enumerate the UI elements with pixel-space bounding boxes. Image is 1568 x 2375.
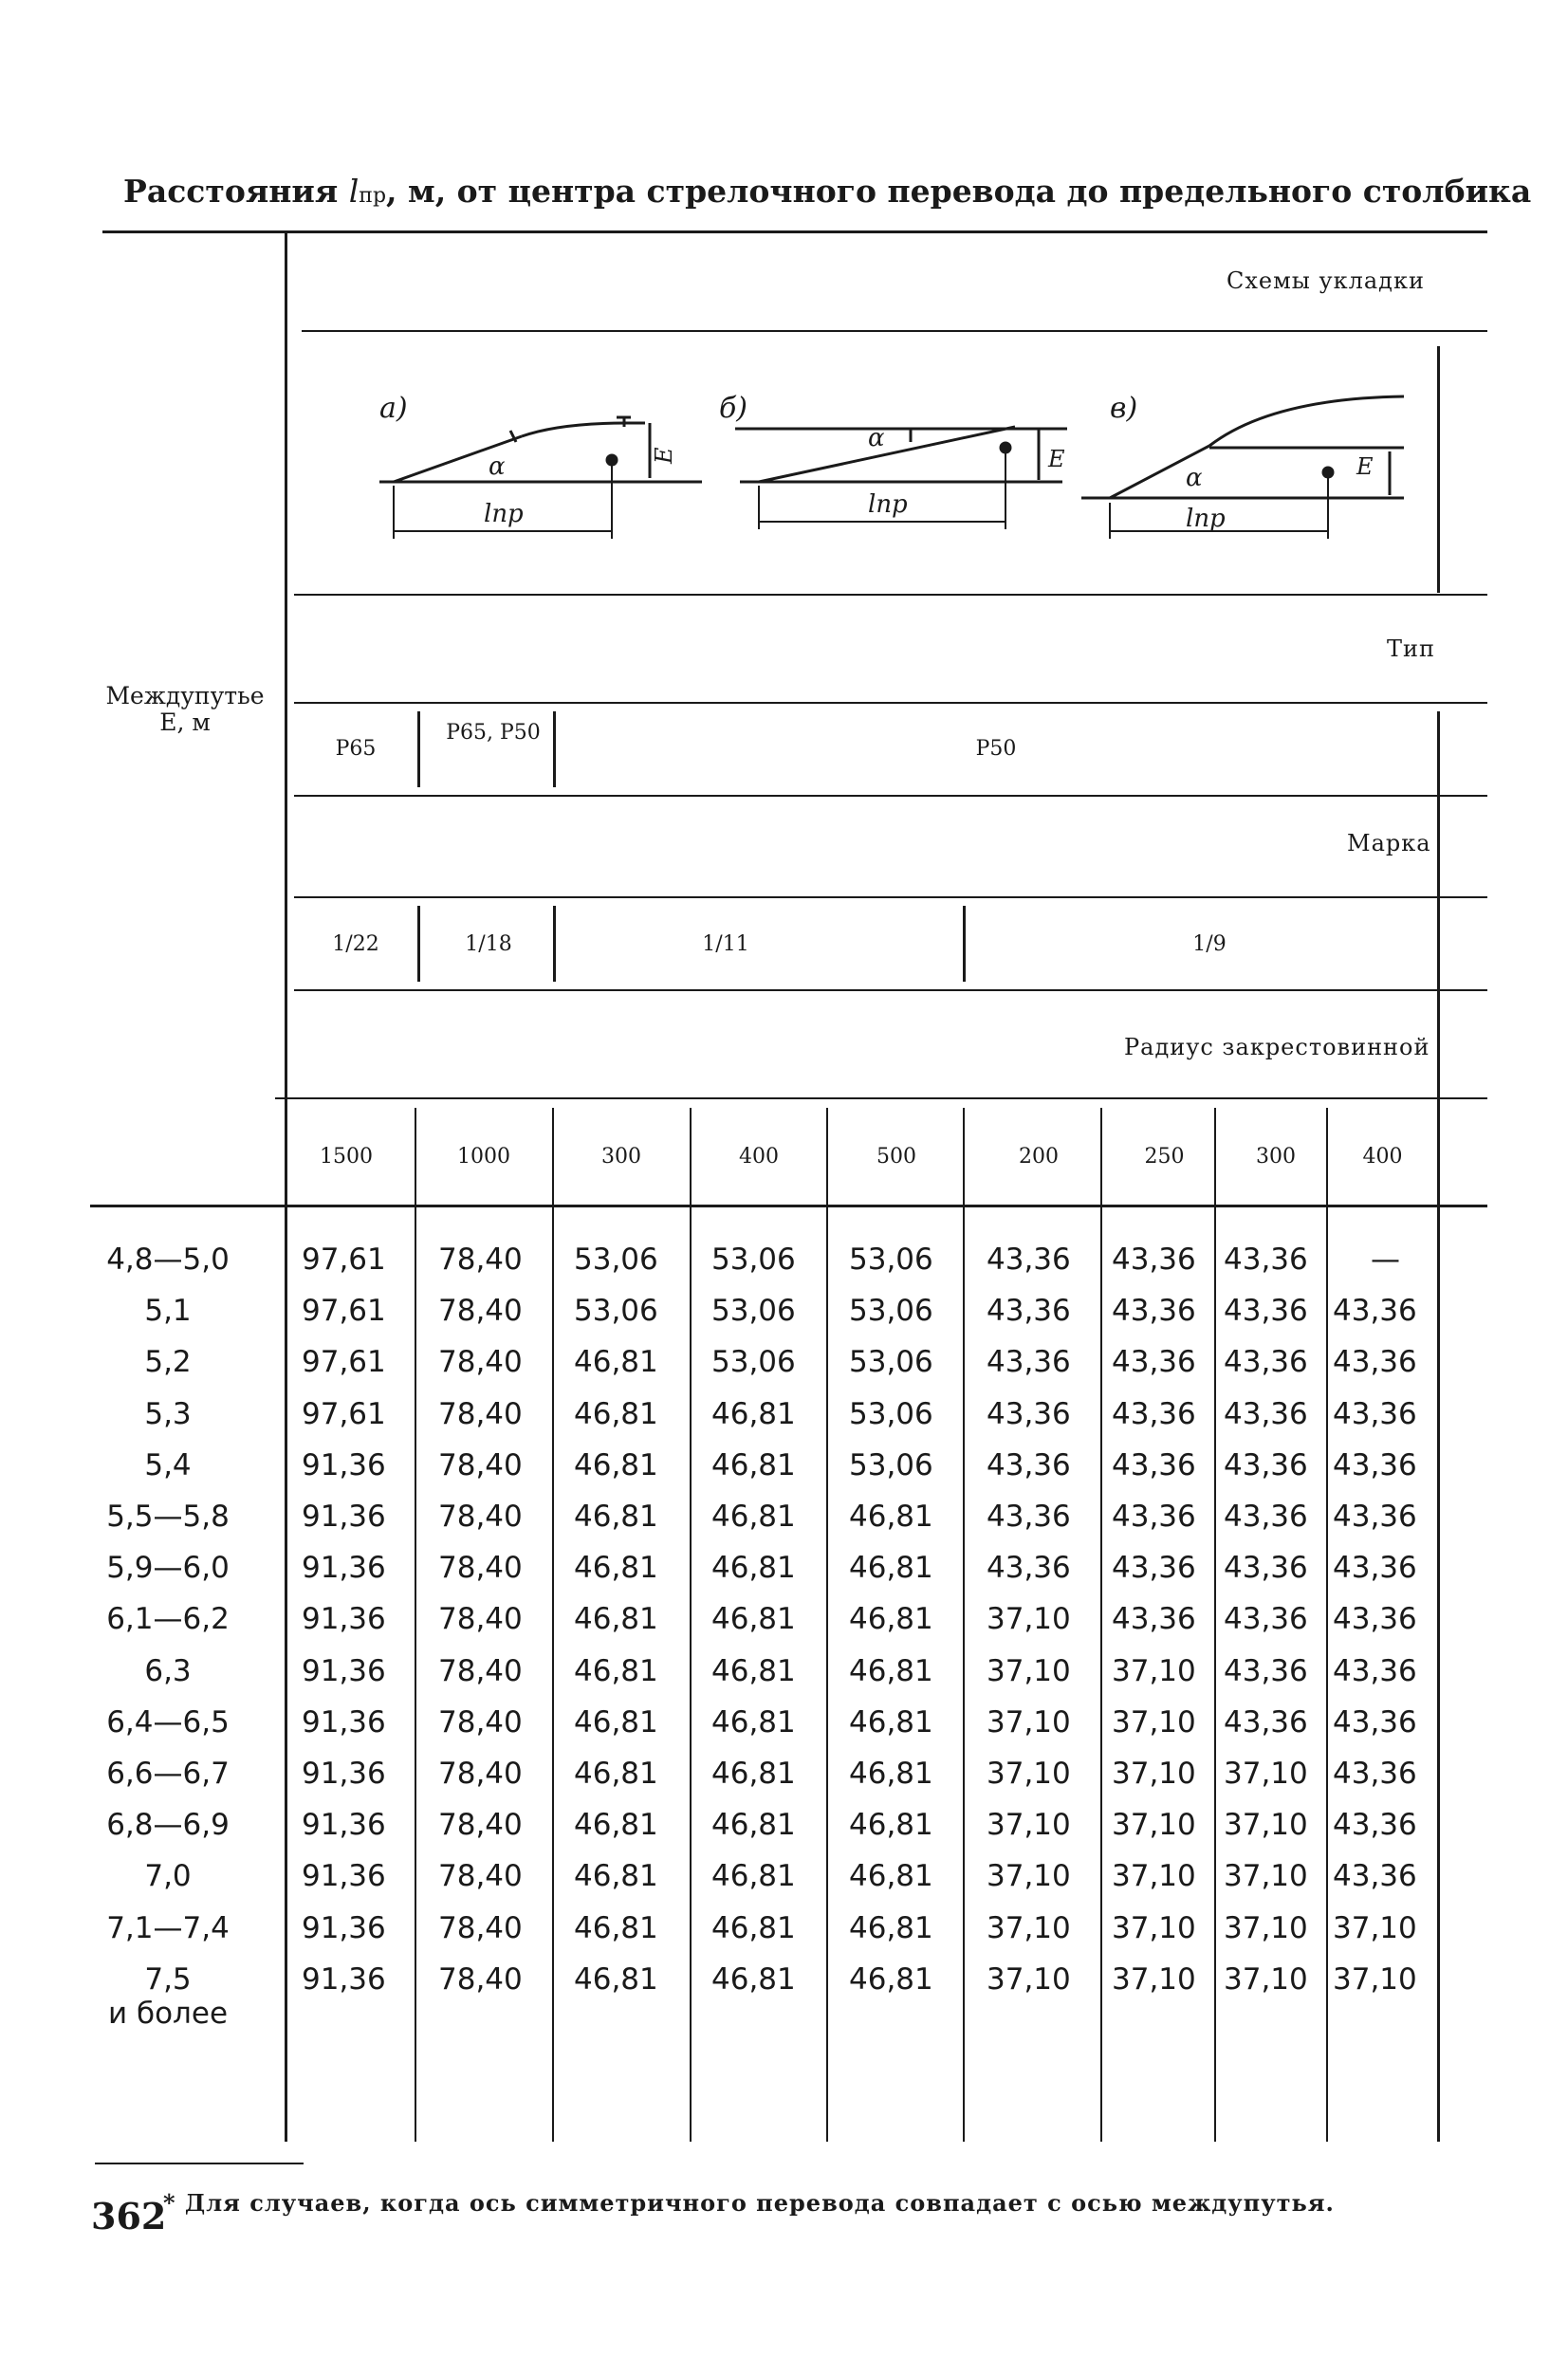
row-label: 5,4	[144, 1447, 192, 1482]
table-cell: 53,06	[849, 1243, 933, 1277]
table-cell: 53,06	[849, 1345, 933, 1380]
row-label: 5,2	[144, 1345, 192, 1380]
table-cell: 43,36	[1224, 1704, 1308, 1740]
title-suffix: , м, от центра стрелочного перевода до предельного столбика	[386, 173, 1532, 210]
table-cell: 46,81	[711, 1653, 796, 1688]
mark-1-9: 1/9	[1192, 932, 1227, 956]
page-number: 362	[91, 2195, 167, 2237]
table-cell: 37,10	[1224, 1859, 1308, 1894]
table-cell: 43,36	[987, 1447, 1071, 1482]
rule-schemes	[302, 330, 1487, 332]
table-cell: 43,36	[1112, 1396, 1196, 1431]
table-cell: 46,81	[711, 1859, 796, 1894]
table-cell: 78,40	[438, 1859, 523, 1894]
rule-after-type	[294, 795, 1487, 797]
table-cell: 78,40	[438, 1961, 523, 1997]
radius-500: 500	[876, 1145, 916, 1169]
table-cell: 91,36	[302, 1859, 386, 1894]
table-cell: 46,81	[574, 1396, 658, 1431]
type-p65-p50: Р65, Р50	[446, 721, 541, 745]
rule-radius	[275, 1097, 1487, 1099]
table-cell: 46,81	[574, 1757, 658, 1791]
mark-1-18: 1/18	[465, 932, 512, 956]
mark-1-11: 1/11	[702, 932, 749, 956]
table-cell: 37,10	[1112, 1961, 1196, 1997]
table-cell: 46,81	[849, 1602, 933, 1637]
table-cell: 91,36	[302, 1500, 386, 1534]
table-cell: 37,10	[1224, 1910, 1308, 1945]
table-cell: 37,10	[1112, 1808, 1196, 1843]
col-divider-4	[826, 1108, 828, 2142]
title-symbol: l	[348, 173, 360, 210]
radius-300-b: 300	[1256, 1145, 1296, 1169]
table-cell: 37,10	[987, 1859, 1071, 1894]
scheme-b-length: lпр	[868, 490, 908, 519]
table-cell: 91,36	[302, 1961, 386, 1997]
footnote-rule	[95, 2163, 304, 2164]
table-cell: 37,10	[1112, 1757, 1196, 1791]
table-cell: 46,81	[574, 1602, 658, 1637]
right-border-lower	[1437, 711, 1440, 2142]
table-cell: 53,06	[711, 1243, 796, 1277]
table-cell: 46,81	[849, 1551, 933, 1586]
table-cell: 78,40	[438, 1602, 523, 1637]
table-cell: 43,36	[1224, 1345, 1308, 1380]
table-cell: 43,36	[987, 1500, 1071, 1534]
table-cell: 37,10	[987, 1653, 1071, 1688]
row-label: 4,8—5,0	[106, 1243, 230, 1277]
caption-radius: Радиус закрестовинной	[1124, 1034, 1430, 1060]
radius-250: 250	[1144, 1145, 1185, 1169]
table-cell: 53,06	[711, 1294, 796, 1329]
col-divider-3	[690, 1108, 692, 2142]
mark-1-22: 1/22	[332, 932, 379, 956]
scheme-a-offset: E	[651, 447, 677, 464]
table-top-rule	[102, 230, 1487, 233]
table-cell: 78,40	[438, 1551, 523, 1586]
table-cell: 43,36	[1333, 1447, 1417, 1482]
mark-divider-2	[553, 906, 556, 982]
caption-mark: Марка	[1347, 830, 1431, 856]
table-cell: 53,06	[574, 1243, 658, 1277]
table-cell: 43,36	[1333, 1294, 1417, 1329]
table-cell: 46,81	[711, 1551, 796, 1586]
table-cell: 37,10	[987, 1808, 1071, 1843]
rule-header-bottom	[90, 1205, 1487, 1207]
table-cell: 46,81	[574, 1653, 658, 1688]
table-cell: 46,81	[574, 1345, 658, 1380]
col-divider-5	[963, 1108, 965, 2142]
table-cell: 43,36	[1112, 1551, 1196, 1586]
table-cell: 43,36	[1112, 1345, 1196, 1380]
table-cell: 43,36	[1112, 1447, 1196, 1482]
caption-schemes: Схемы укладки	[1227, 267, 1425, 294]
table-cell: 46,81	[849, 1653, 933, 1688]
table-cell: 43,36	[1224, 1602, 1308, 1637]
table-cell: 37,10	[987, 1961, 1071, 1997]
col-divider-7	[1214, 1108, 1216, 2142]
table-cell: 46,81	[849, 1961, 933, 1997]
stub-header: Междупутье E, м	[105, 682, 265, 736]
radius-300: 300	[601, 1145, 641, 1169]
table-cell: 37,10	[1224, 1808, 1308, 1843]
table-cell: 46,81	[574, 1859, 658, 1894]
table-cell: 53,06	[574, 1294, 658, 1329]
table-cell: 78,40	[438, 1757, 523, 1791]
table-cell: 46,81	[711, 1808, 796, 1843]
table-cell: 43,36	[1333, 1859, 1417, 1894]
table-cell: 43,36	[987, 1396, 1071, 1431]
mark-divider-1	[417, 906, 420, 982]
table-cell: 37,10	[1224, 1961, 1308, 1997]
row-label: 6,8—6,9	[106, 1808, 230, 1843]
table-cell: 78,40	[438, 1396, 523, 1431]
table-cell: 46,81	[849, 1500, 933, 1534]
rule-after-mark	[294, 989, 1487, 991]
table-cell: 43,36	[1333, 1653, 1417, 1688]
table-cell: 97,61	[302, 1345, 386, 1380]
table-cell: 43,36	[1224, 1447, 1308, 1482]
table-cell: 78,40	[438, 1500, 523, 1534]
table-cell: —	[1371, 1243, 1400, 1277]
title-prefix: Расстояния	[123, 173, 339, 210]
row-label: 7,5 и более	[107, 1961, 229, 2031]
table-cell: 43,36	[987, 1345, 1071, 1380]
table-cell: 46,81	[574, 1961, 658, 1997]
table-cell: 46,81	[711, 1704, 796, 1740]
row-label: 7,1—7,4	[106, 1910, 230, 1945]
table-cell: 78,40	[438, 1808, 523, 1843]
table-cell: 78,40	[438, 1345, 523, 1380]
table-cell: 37,10	[1333, 1961, 1417, 1997]
row-label: 5,3	[144, 1396, 192, 1431]
type-p50: Р50	[975, 737, 1017, 761]
table-cell: 91,36	[302, 1447, 386, 1482]
table-cell: 43,36	[1333, 1757, 1417, 1791]
scheme-a-length: lпр	[484, 500, 524, 528]
table-cell: 43,36	[1112, 1500, 1196, 1534]
table-cell: 46,81	[574, 1910, 658, 1945]
table-cell: 53,06	[849, 1294, 933, 1329]
table-cell: 91,36	[302, 1704, 386, 1740]
table-cell: 46,81	[574, 1704, 658, 1740]
table-cell: 37,10	[1112, 1910, 1196, 1945]
table-cell: 43,36	[1112, 1294, 1196, 1329]
scheme-a-angle: α	[489, 452, 506, 481]
caption-type: Тип	[1387, 635, 1435, 662]
table-cell: 37,10	[1333, 1910, 1417, 1945]
row-label: 5,1	[144, 1294, 192, 1329]
scheme-a	[379, 417, 702, 539]
table-cell: 46,81	[849, 1808, 933, 1843]
rule-type	[294, 702, 1487, 704]
footnote: * Для случаев, когда ось симметричного перевода совпадает с осью междупутья.	[163, 2189, 1335, 2217]
table-cell: 46,81	[711, 1396, 796, 1431]
table-cell: 46,81	[574, 1808, 658, 1843]
table-cell: 37,10	[987, 1757, 1071, 1791]
table-cell: 43,36	[987, 1551, 1071, 1586]
table-cell: 43,36	[1112, 1243, 1196, 1277]
table-cell: 78,40	[438, 1294, 523, 1329]
table-cell: 43,36	[1224, 1243, 1308, 1277]
scheme-c-length: lпр	[1186, 505, 1226, 533]
table-cell: 43,36	[1333, 1396, 1417, 1431]
type-divider-2	[553, 711, 556, 787]
table-cell: 53,06	[711, 1345, 796, 1380]
table-cell: 97,61	[302, 1243, 386, 1277]
table-cell: 46,81	[849, 1704, 933, 1740]
table-cell: 91,36	[302, 1808, 386, 1843]
table-cell: 46,81	[711, 1757, 796, 1791]
table-cell: 37,10	[987, 1704, 1071, 1740]
radius-1500: 1500	[320, 1145, 373, 1169]
rule-after-schemes	[294, 594, 1487, 596]
table-cell: 53,06	[849, 1447, 933, 1482]
table-cell: 37,10	[1112, 1859, 1196, 1894]
scheme-c-angle: α	[1186, 464, 1203, 492]
table-cell: 46,81	[711, 1447, 796, 1482]
table-cell: 43,36	[1224, 1294, 1308, 1329]
row-label: 5,5—5,8	[106, 1500, 230, 1534]
table-cell: 91,36	[302, 1602, 386, 1637]
table-cell: 43,36	[1333, 1551, 1417, 1586]
scheme-c-offset: E	[1356, 453, 1374, 480]
row-label: 7,0	[144, 1859, 192, 1894]
col-divider-2	[552, 1108, 554, 2142]
rule-mark	[294, 896, 1487, 898]
table-cell: 91,36	[302, 1653, 386, 1688]
table-cell: 46,81	[711, 1500, 796, 1534]
table-cell: 43,36	[1224, 1500, 1308, 1534]
scheme-b-angle: α	[868, 424, 885, 452]
table-cell: 91,36	[302, 1757, 386, 1791]
table-cell: 46,81	[711, 1602, 796, 1637]
table-cell: 97,61	[302, 1396, 386, 1431]
table-cell: 43,36	[987, 1243, 1071, 1277]
table-cell: 46,81	[849, 1859, 933, 1894]
title-subscript: пр	[359, 184, 387, 208]
table-cell: 46,81	[849, 1910, 933, 1945]
scheme-c-label: в)	[1110, 392, 1138, 425]
scheme-b-label: б)	[719, 392, 748, 425]
table-cell: 97,61	[302, 1294, 386, 1329]
table-cell: 46,81	[574, 1447, 658, 1482]
table-cell: 37,10	[1112, 1653, 1196, 1688]
table-cell: 78,40	[438, 1910, 523, 1945]
table-cell: 43,36	[1333, 1345, 1417, 1380]
row-label: 5,9—6,0	[106, 1551, 230, 1586]
table-cell: 37,10	[1224, 1757, 1308, 1791]
radius-400: 400	[739, 1145, 779, 1169]
table-cell: 46,81	[574, 1551, 658, 1586]
type-divider-1	[417, 711, 420, 787]
stub-divider	[285, 233, 287, 2142]
table-cell: 46,81	[711, 1910, 796, 1945]
page-title	[123, 173, 1531, 210]
radius-200: 200	[1019, 1145, 1059, 1169]
col-divider-8	[1326, 1108, 1328, 2142]
mark-divider-3	[963, 906, 966, 982]
table-cell: 43,36	[1333, 1704, 1417, 1740]
col-divider-6	[1100, 1108, 1102, 2142]
table-cell: 78,40	[438, 1447, 523, 1482]
schemes-diagram	[341, 379, 1461, 569]
table-cell: 43,36	[987, 1294, 1071, 1329]
row-label: 6,6—6,7	[106, 1757, 230, 1791]
table-cell: 43,36	[1333, 1500, 1417, 1534]
row-label: 6,3	[144, 1653, 192, 1688]
radius-400-b: 400	[1362, 1145, 1403, 1169]
row-label: 6,1—6,2	[106, 1602, 230, 1637]
table-cell: 43,36	[1333, 1808, 1417, 1843]
table-cell: 43,36	[1224, 1396, 1308, 1431]
table-cell: 91,36	[302, 1551, 386, 1586]
table-cell: 78,40	[438, 1704, 523, 1740]
table-cell: 43,36	[1224, 1551, 1308, 1586]
scheme-b-offset: E	[1048, 446, 1065, 472]
radius-1000: 1000	[457, 1145, 510, 1169]
scheme-a-label: а)	[379, 392, 408, 425]
table-cell: 46,81	[711, 1961, 796, 1997]
table-cell: 46,81	[849, 1757, 933, 1791]
table-cell: 53,06	[849, 1396, 933, 1431]
table-cell: 91,36	[302, 1910, 386, 1945]
table-cell: 46,81	[574, 1500, 658, 1534]
table-cell: 37,10	[1112, 1704, 1196, 1740]
table-cell: 43,36	[1112, 1602, 1196, 1637]
table-cell: 43,36	[1333, 1602, 1417, 1637]
col-divider-1	[415, 1108, 416, 2142]
table-cell: 37,10	[987, 1910, 1071, 1945]
row-label: 6,4—6,5	[106, 1704, 230, 1740]
table-cell: 43,36	[1224, 1653, 1308, 1688]
table-cell: 37,10	[987, 1602, 1071, 1637]
table-cell: 78,40	[438, 1243, 523, 1277]
type-p65: Р65	[335, 737, 377, 761]
table-cell: 78,40	[438, 1653, 523, 1688]
